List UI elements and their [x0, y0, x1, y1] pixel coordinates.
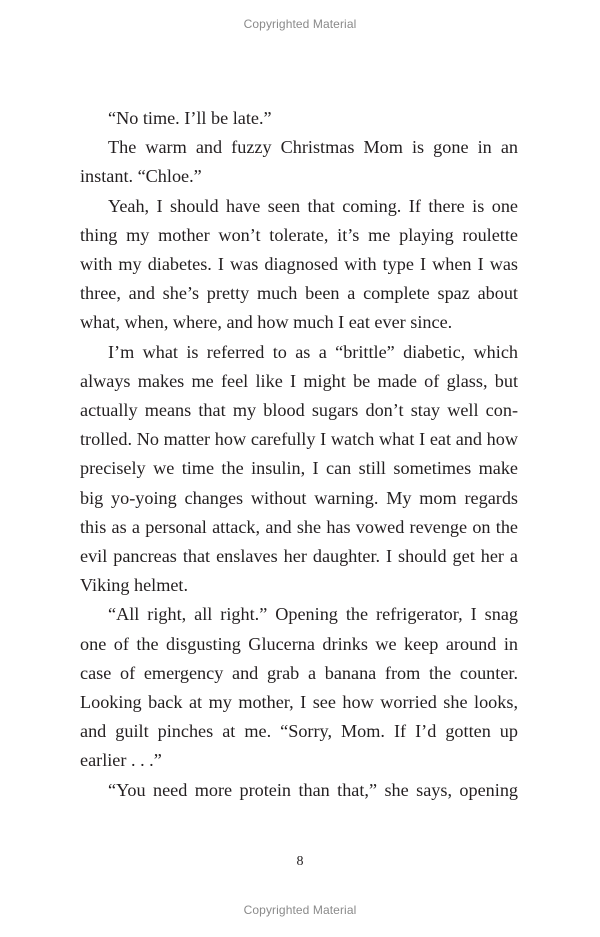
paragraph: I’m what is referred to as a “brittle” diabetic, which always makes me feel like I might be made of glass, but actually means that my blood sugars don’t stay well controlled. No matter how carefully I watch what I eat and how precisely we time the insulin, I can still sometimes make big yo-yoing changes without warning. My mom regards this as a personal attack, and she has vowed revenge on the evil pancreas that enslaves her daughter. I should get her a Viking helmet. — [80, 341, 518, 596]
paragraph: Yeah, I should have seen that coming. If there is one thing my mother won’t tolerate, it’s me playing roulette with my diabetes. I was diagnosed with type I when I was three, and she’s pretty much been a complete spaz about what, when, where, and how much I eat ever since. — [80, 195, 518, 333]
paragraph: “All right, all right.” Opening the refrigerator, I snag one of the disgusting Glucerna drinks we keep around in case of emergency and grab a banana from the counter. Looking back at my mother, I see how worried she looks, and guilt pinches at me. “Sorry, Mom. If I’d gotten up earlier . . .” — [80, 604, 518, 771]
copyright-watermark-bottom: Copyrighted Material — [243, 903, 357, 917]
paragraph: “No time. I’ll be late.” — [108, 108, 272, 128]
paragraph: “You need more protein than that,” she says, opening — [108, 779, 518, 800]
page-number: 8 — [296, 854, 304, 869]
copyright-watermark-top: Copyrighted Material — [243, 17, 357, 31]
body-text — [80, 104, 518, 805]
paragraph: The warm and fuzzy Christmas Mom is gone in an instant. “Chloe.” — [80, 137, 518, 187]
